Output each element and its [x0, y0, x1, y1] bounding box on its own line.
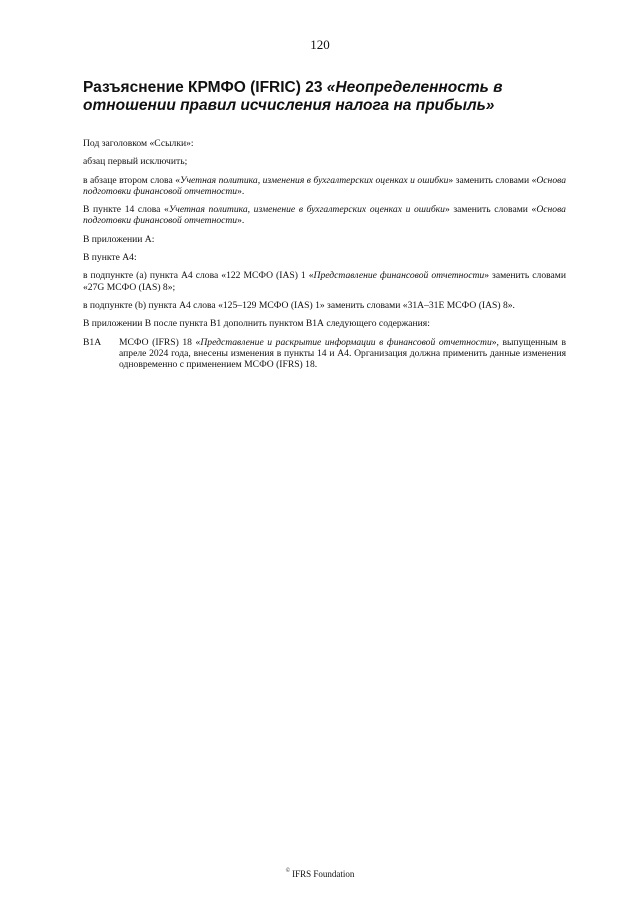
paragraph	[83, 270, 566, 293]
page-footer	[0, 869, 640, 879]
paragraph: абзац первый исключить;	[83, 156, 188, 168]
text-run-italic: Учетная политика, изменение в бухгалтерских оценках и ошибки	[168, 204, 445, 216]
text-run: ».	[237, 185, 245, 197]
text-run: в подпункте (а) пункта А4 слова «122 МСФО (IAS) 1 «	[83, 270, 314, 282]
text-run-italic: Представление финансовой отчетности	[313, 270, 485, 282]
page-number: 120	[310, 37, 330, 52]
copyright-symbol: ©	[285, 868, 291, 874]
paragraph: В приложении В после пункта В1 дополнить пунктом В1А следующего содержания:	[83, 318, 430, 330]
document-body	[83, 138, 566, 370]
title-prefix: Разъяснение КРМФО (IFRIC) 23	[83, 79, 327, 96]
paragraph: В пункте А4:	[83, 252, 137, 264]
paragraph-b1a	[83, 337, 566, 371]
text-run: ».	[237, 215, 245, 227]
paragraph	[83, 204, 566, 227]
paragraph: Под заголовком «Ссылки»:	[83, 138, 194, 149]
text-run: в абзаце втором слова «	[83, 174, 180, 186]
text-run: » заменить словами «27G МСФО (IAS) 8»;	[83, 270, 566, 293]
text-run: », выпущенным в апреле 2024 года, внесены изменения в пункты 14 и А4. Организация должна применить данные изменения одновременно с применением МСФО (IFRS) 18.	[119, 336, 566, 371]
text-run: В пункте 14 слова «	[83, 204, 169, 216]
text-run-italic: Представление и раскрытие информации в финансовой отчетности	[200, 336, 492, 348]
text-run: МСФО (IFRS) 18 «	[119, 336, 201, 348]
paragraph: В приложении А:	[83, 233, 155, 245]
paragraph-code: В1А	[83, 336, 102, 348]
text-run: » заменить словами «	[448, 174, 537, 186]
text-run-italic: Учетная политика, изменения в бухгалтерских оценках и ошибки	[180, 174, 449, 186]
paragraph: в подпункте (b) пункта А4 слова «125–129 МСФО (IAS) 1» заменить словами «31А–31Е МСФО (IAS) 8».	[83, 299, 515, 311]
page-title	[83, 79, 568, 115]
footer-text: IFRS Foundation	[292, 869, 355, 879]
paragraph-text	[119, 337, 566, 371]
text-run-italic: Основа подготовки финансовой отчетности	[83, 174, 567, 197]
title-italic: «Неопределенность в отношении правил исчисления налога на прибыль»	[83, 79, 503, 114]
text-run: » заменить словами «	[444, 204, 537, 216]
paragraph	[83, 175, 566, 198]
text-run-italic: Основа подготовки финансовой отчетности	[83, 204, 566, 227]
